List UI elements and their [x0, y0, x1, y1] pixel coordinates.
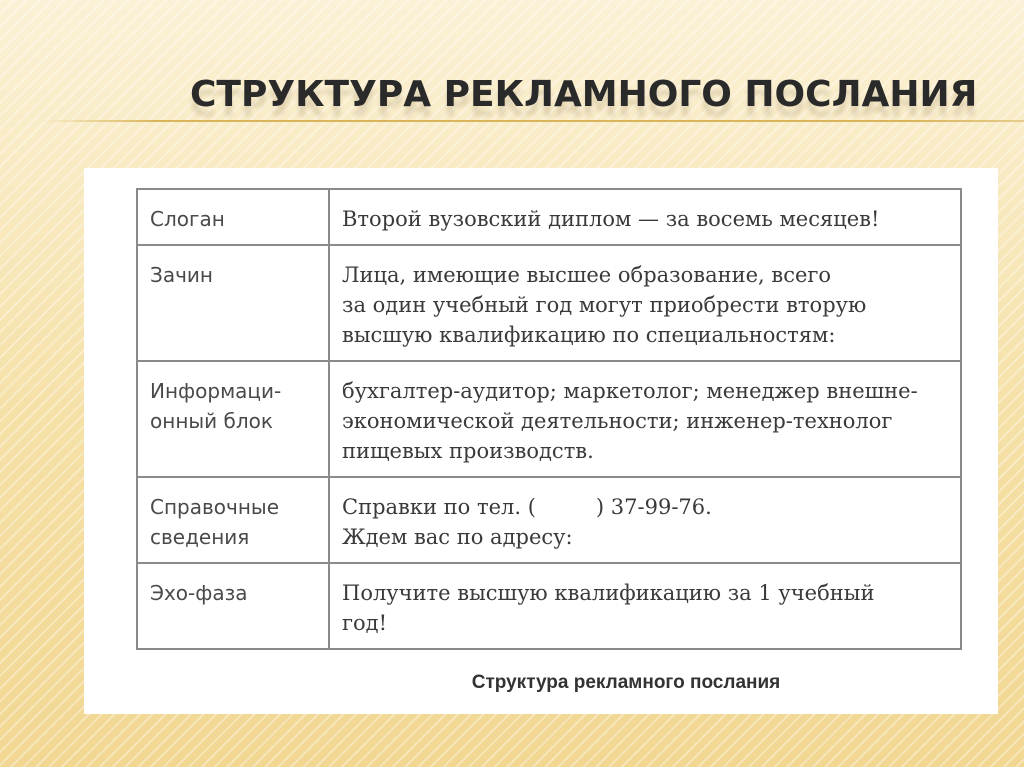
- row-value: Второй вузовский диплом — за восемь месяцев!: [329, 189, 961, 245]
- row-value: Получите высшую квалификацию за 1 учебный год!: [329, 563, 961, 649]
- row-label: Информаци- онный блок: [137, 361, 329, 477]
- row-label: Слоган: [137, 189, 329, 245]
- row-value: бухгалтер-аудитор; маркетолог; менеджер внешне- экономической деятельности; инженер-технолог пищевых производств.: [329, 361, 961, 477]
- structure-table: [136, 188, 962, 650]
- row-value: Лица, имеющие высшее образование, всего за один учебный год могут приобрести вторую высшую квалификацию по специальностям:: [329, 245, 961, 361]
- table-row: [137, 361, 961, 477]
- table-row: [137, 245, 961, 361]
- slide-title: СТРУКТУРА РЕКЛАМНОГО ПОСЛАНИЯ: [190, 74, 978, 115]
- phone-prefix: Справки по тел. (: [342, 495, 536, 519]
- row-label: Справочные сведения: [137, 477, 329, 563]
- title-divider: [40, 120, 1024, 122]
- row-value: [329, 477, 961, 563]
- table-caption: Структура рекламного послания: [471, 672, 781, 693]
- row-label: Зачин: [137, 245, 329, 361]
- content-panel: [84, 168, 998, 714]
- address-line: Ждем вас по адресу:: [342, 525, 573, 549]
- table-row: [137, 477, 961, 563]
- table-row: [137, 563, 961, 649]
- row-label: Эхо-фаза: [137, 563, 329, 649]
- phone-suffix: ) 37-99-76.: [595, 495, 712, 519]
- table-row: [137, 189, 961, 245]
